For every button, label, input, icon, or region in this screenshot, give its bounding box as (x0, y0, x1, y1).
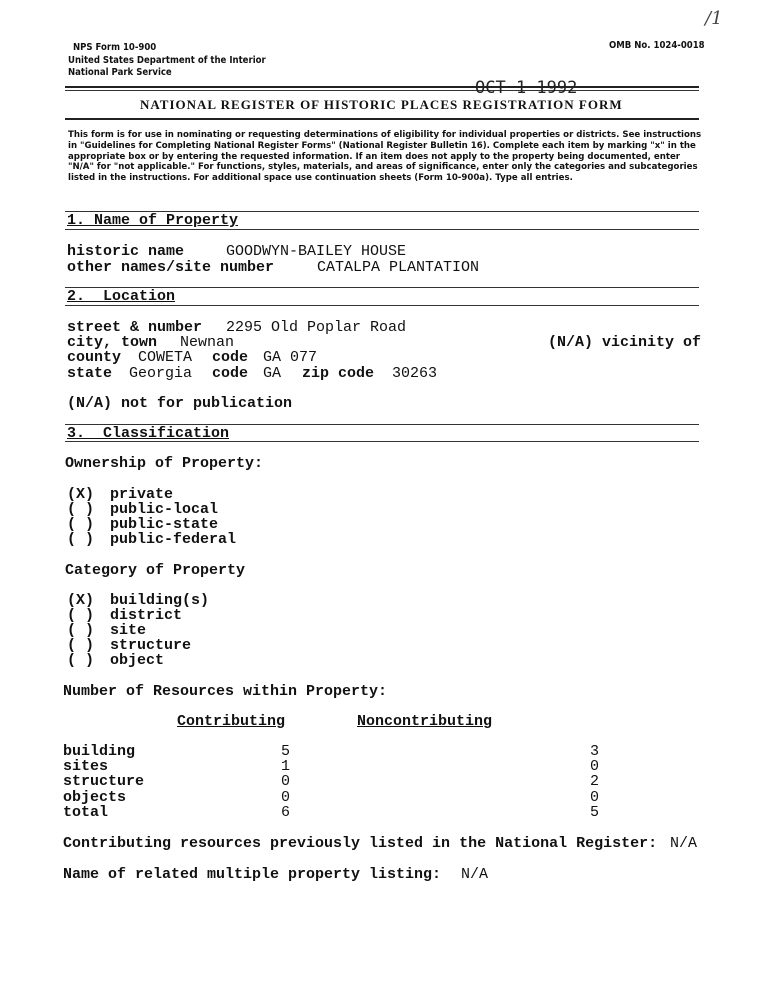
divider (65, 441, 699, 442)
section-heading: 1. Name of Property (67, 212, 239, 229)
resource-type: building (63, 743, 136, 760)
received-date-stamp: OCT 1 1992 (475, 78, 578, 98)
field-label: zip code (302, 365, 375, 382)
noncontributing-count: 3 (590, 743, 600, 760)
resource-type: sites (63, 758, 109, 775)
option-label: private (110, 486, 174, 503)
form-title: NATIONAL REGISTER OF HISTORIC PLACES REGISTRATION FORM (140, 97, 623, 112)
resource-type: structure (63, 773, 145, 790)
option-label: district (110, 607, 183, 624)
previously-listed-value: N/A (670, 835, 698, 852)
noncontributing-count: 5 (590, 804, 600, 821)
department: United States Department of the Interior (68, 55, 266, 66)
related-listing-label: Name of related multiple property listing: (63, 866, 442, 883)
divider (65, 86, 699, 88)
checkbox-building: (X) (67, 592, 95, 609)
other-names-field: CATALPA PLANTATION (317, 259, 480, 276)
field-label: county (67, 349, 122, 366)
not-for-publication: (N/A) not for publication (67, 395, 293, 412)
divider (65, 229, 699, 230)
field-label: code (212, 365, 249, 382)
checkbox-object: ( ) (67, 652, 95, 669)
option-label: site (110, 622, 147, 639)
state-code-field: GA (263, 365, 282, 382)
option-label: building(s) (110, 592, 210, 609)
omb-number: OMB No. 1024-0018 (609, 40, 705, 51)
field-label: historic name (67, 243, 185, 260)
street-field: 2295 Old Poplar Road (226, 319, 407, 336)
related-listing-value: N/A (461, 866, 489, 883)
contributing-count: 1 (281, 758, 291, 775)
service: National Park Service (68, 67, 172, 78)
option-label: object (110, 652, 165, 669)
checkbox-site: ( ) (67, 622, 95, 639)
field-label: code (212, 349, 249, 366)
noncontributing-count: 2 (590, 773, 600, 790)
resources-label: Number of Resources within Property: (63, 683, 388, 700)
divider (65, 118, 699, 120)
checkbox-structure: ( ) (67, 637, 95, 654)
historic-name-field: GOODWYN-BAILEY HOUSE (226, 243, 407, 260)
divider (65, 90, 699, 91)
state-field: Georgia (129, 365, 193, 382)
contributing-count: 0 (281, 773, 291, 790)
section-heading: 3. Classification (67, 425, 230, 442)
county-field: COWETA (138, 349, 193, 366)
divider (65, 305, 699, 306)
checkbox-public-federal: ( ) (67, 531, 95, 548)
handwritten-mark: /1 (705, 8, 723, 29)
contributing-count: 0 (281, 789, 291, 806)
form-number: NPS Form 10-900 (73, 42, 157, 53)
ownership-label: Ownership of Property: (65, 455, 264, 472)
resource-type: total (63, 804, 109, 821)
section-heading: 2. Location (67, 288, 176, 305)
contributing-count: 6 (281, 804, 291, 821)
option-label: public-local (110, 501, 219, 518)
checkbox-public-local: ( ) (67, 501, 95, 518)
contributing-count: 5 (281, 743, 291, 760)
field-label: city, town (67, 334, 158, 351)
option-label: public-state (110, 516, 219, 533)
field-label: street & number (67, 319, 203, 336)
county-code-field: GA 077 (263, 349, 318, 366)
noncontributing-count: 0 (590, 758, 600, 775)
checkbox-public-state: ( ) (67, 516, 95, 533)
checkbox-district: ( ) (67, 607, 95, 624)
column-noncontributing: Noncontributing (357, 713, 493, 730)
category-label: Category of Property (65, 562, 246, 579)
field-label: state (67, 365, 113, 382)
checkbox-private: (X) (67, 486, 95, 503)
option-label: structure (110, 637, 192, 654)
instructions-text: This form is for use in nominating or requesting determinations of eligibility for individual properties or districts. See instructions in "Guidelines for Completing National Register Forms" (National Register Bulletin 16). Complete each item by marking "x" in the appropriate box or by entering the requested information. If an item does not apply to the property being documented, enter "N/A" for "not applicable." For functions, styles, materials, and areas of significance, enter only the categories and subcategories listed in the instructions. For additional space use continuation sheets (Form 10-900a). Type all entries. (68, 130, 702, 184)
resource-type: objects (63, 789, 127, 806)
field-label: other names/site number (67, 259, 275, 276)
zip-field: 30263 (392, 365, 438, 382)
city-field: Newnan (180, 334, 235, 351)
option-label: public-federal (110, 531, 237, 548)
previously-listed-label: Contributing resources previously listed in the National Register: (63, 835, 658, 852)
column-contributing: Contributing (177, 713, 286, 730)
vicinity-field: (N/A) vicinity of (548, 334, 702, 351)
noncontributing-count: 0 (590, 789, 600, 806)
